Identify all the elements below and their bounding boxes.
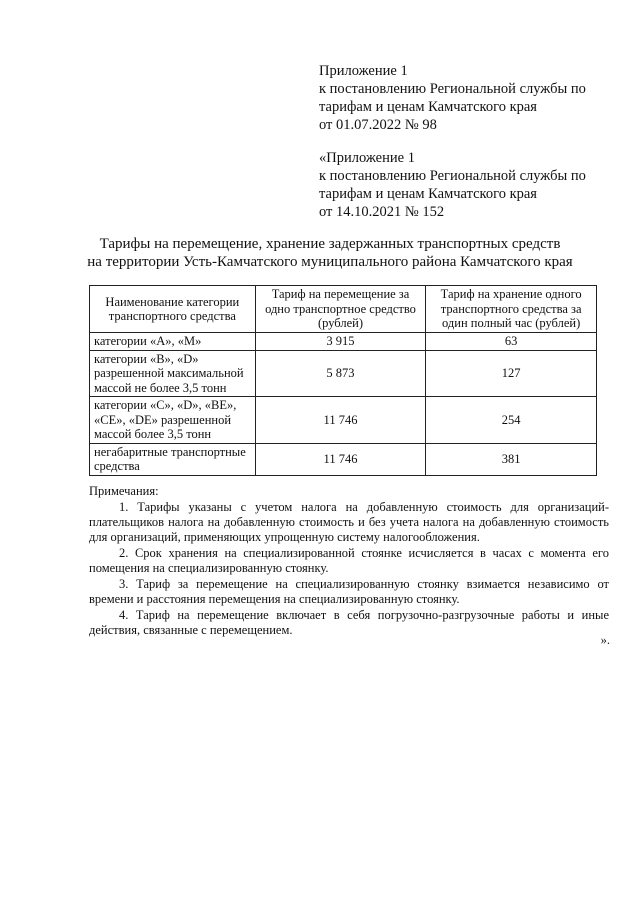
cell-storage-tariff: 254 xyxy=(426,397,597,444)
cell-category: негабаритные транспортные средства xyxy=(90,443,256,475)
note-item: 1. Тарифы указаны с учетом налога на добавленную стоимость для организаций-плательщиков налога на добавленную стоимость и без учета налога на добавленную стоимость для организаций, применяющих упрощенную систему налогообложения. xyxy=(89,500,609,544)
notes-section xyxy=(89,484,609,639)
appendix-header-previous xyxy=(319,149,619,221)
appendix-line: от 14.10.2021 № 152 xyxy=(319,204,445,220)
title-line: на территории Усть-Камчатского муниципального района Камчатского края xyxy=(87,254,573,270)
notes-title: Примечания: xyxy=(89,484,159,498)
tariff-table xyxy=(89,285,597,476)
appendix-line: тарифам и ценам Камчатского края xyxy=(319,99,537,115)
document-title xyxy=(60,235,600,271)
appendix-line: тарифам и ценам Камчатского края xyxy=(319,186,537,202)
cell-move-tariff: 11 746 xyxy=(255,443,426,475)
header-category: Наименование категории транспортного средства xyxy=(90,286,256,333)
table-row xyxy=(90,443,597,475)
cell-move-tariff: 11 746 xyxy=(255,397,426,444)
closing-quote: ». xyxy=(600,633,610,647)
cell-category: категории «B», «D» разрешенной максимальной массой не более 3,5 тонн xyxy=(90,350,256,397)
table-row xyxy=(90,333,597,351)
note-item: 3. Тариф за перемещение на специализированную стоянку взимается независимо от времени и расстояния перемещения на специализированную стоянку. xyxy=(89,577,609,606)
appendix-line: к постановлению Региональной службы по xyxy=(319,168,586,184)
cell-storage-tariff: 63 xyxy=(426,333,597,351)
cell-move-tariff: 5 873 xyxy=(255,350,426,397)
appendix-line: к постановлению Региональной службы по xyxy=(319,81,586,97)
appendix-line: от 01.07.2022 № 98 xyxy=(319,117,437,133)
cell-category: категории «C», «D», «BE», «CE», «DE» разрешенной массой более 3,5 тонн xyxy=(90,397,256,444)
table-header-row xyxy=(90,286,597,333)
appendix-line: Приложение 1 xyxy=(319,63,408,79)
cell-category: категории «A», «M» xyxy=(90,333,256,351)
title-line: Тарифы на перемещение, хранение задержанных транспортных средств xyxy=(99,236,561,252)
header-move-tariff: Тариф на перемещение за одно транспортное средство (рублей) xyxy=(255,286,426,333)
table-row xyxy=(90,350,597,397)
cell-storage-tariff: 127 xyxy=(426,350,597,397)
appendix-header-current xyxy=(319,62,619,134)
cell-move-tariff: 3 915 xyxy=(255,333,426,351)
note-item: 2. Срок хранения на специализированной стоянке исчисляется в часах с момента его помещения на специализированную стоянку. xyxy=(89,546,609,575)
header-storage-tariff: Тариф на хранение одного транспортного средства за один полный час (рублей) xyxy=(426,286,597,333)
table-row xyxy=(90,397,597,444)
note-item: 4. Тариф на перемещение включает в себя погрузочно-разгрузочные работы и иные действия, связанные с перемещением. xyxy=(89,608,609,637)
appendix-line: «Приложение 1 xyxy=(319,150,415,166)
cell-storage-tariff: 381 xyxy=(426,443,597,475)
